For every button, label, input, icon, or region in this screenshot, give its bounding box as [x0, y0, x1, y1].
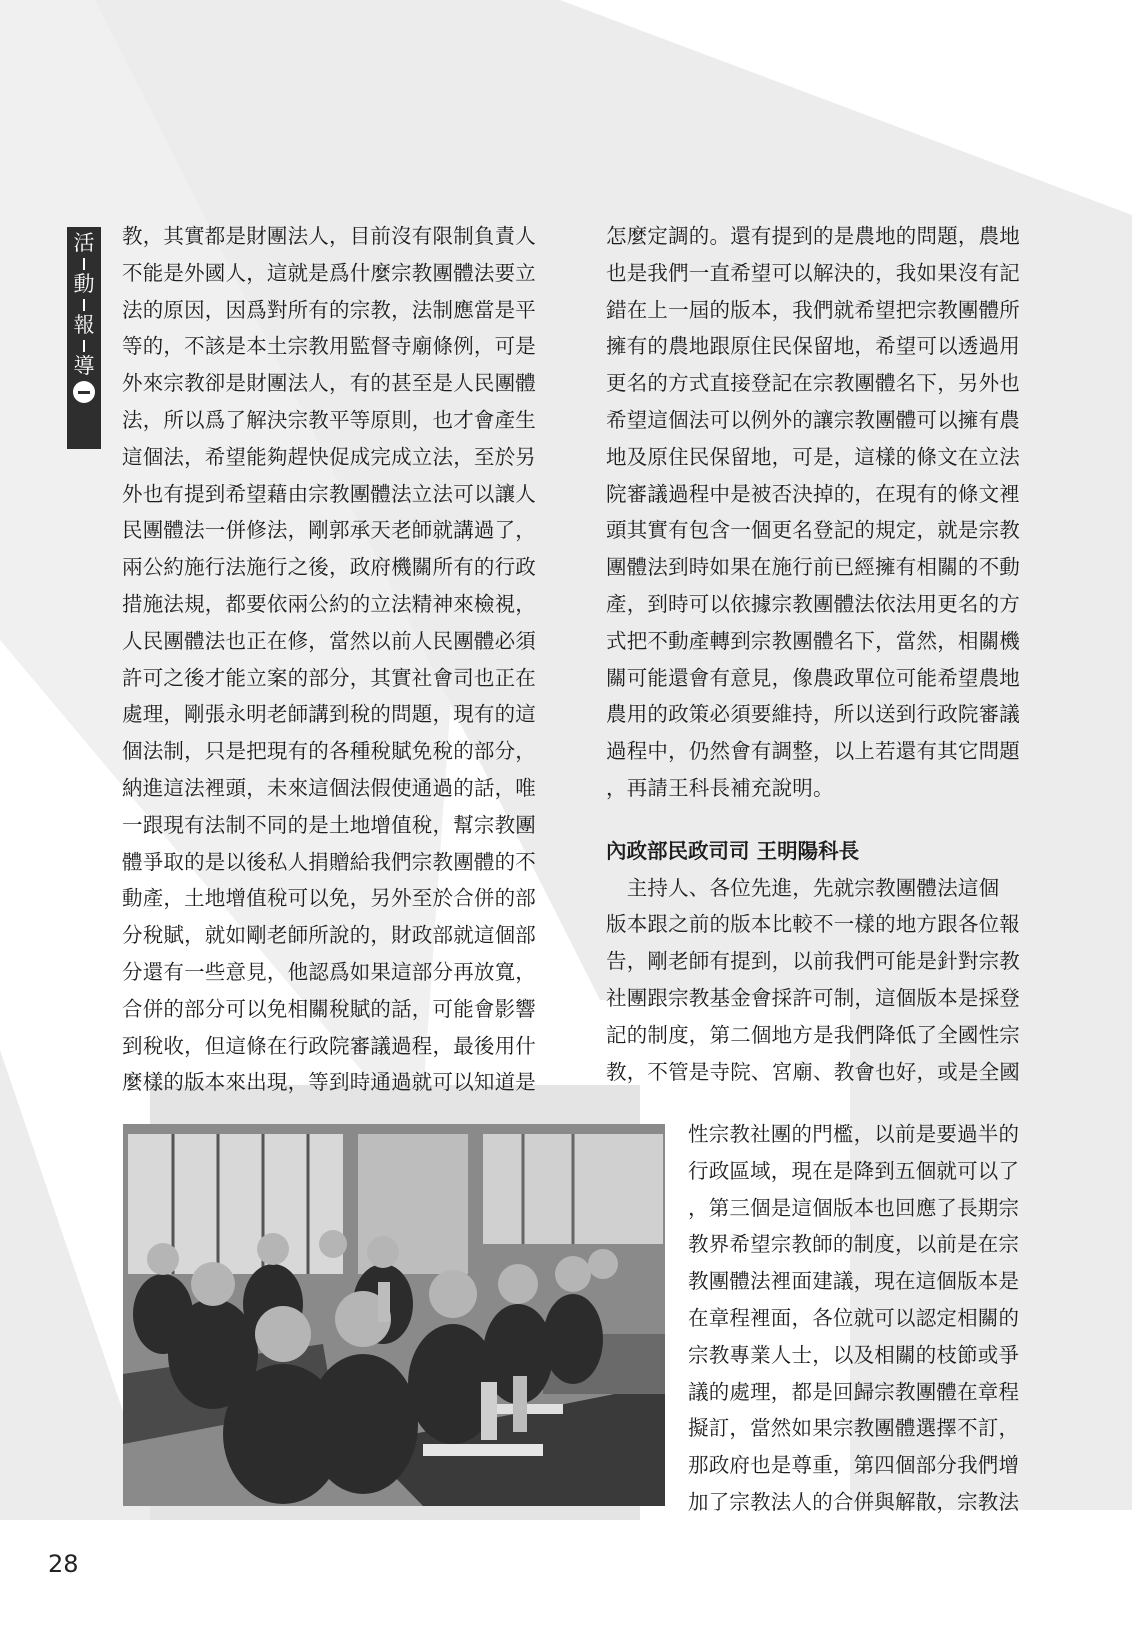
body-text-line: 錯在上一屆的版本，我們就希望把宗教團體所	[606, 297, 1020, 322]
body-text-line: 人民團體法也正在修，當然以前人民團體必須	[122, 628, 536, 653]
body-text-line: 行政區域，現在是降到五個就可以了	[688, 1158, 1020, 1183]
body-text-line: 擬訂，當然如果宗教團體選擇不訂，	[688, 1416, 1020, 1441]
body-text-line: 關可能還會有意見，像農政單位可能希望農地	[606, 665, 1020, 690]
body-text-line: 地及原住民保留地，可是，這樣的條文在立法	[606, 444, 1020, 469]
section-tab	[67, 227, 101, 449]
body-text-line: 教，不管是寺院、宮廟、教會也好，或是全國	[606, 1059, 1020, 1084]
paragraph-gap	[606, 807, 1030, 833]
body-text-line: 外來宗教卻是財團法人，有的甚至是人民團體	[122, 371, 536, 396]
left-text-column	[122, 218, 546, 1101]
body-text-line: 許可之後才能立案的部分，其實社會司也正在	[122, 665, 536, 690]
body-text-line: 處理，剛張永明老師講到稅的問題，現有的這	[122, 702, 536, 727]
body-text-line: 過程中，仍然會有調整，以上若還有其它問題	[606, 739, 1020, 764]
body-text-line: 主持人、各位先進，先就宗教團體法這個	[606, 875, 1000, 900]
body-text-line: 一跟現有法制不同的是土地增值稅，幫宗教團	[122, 812, 536, 837]
section-tab-char: 導	[73, 354, 95, 378]
body-text-line: 院審議過程中是被否決掉的，在現有的條文裡	[606, 481, 1020, 506]
body-text-line: 麼樣的版本來出現，等到時通過就可以知道是	[122, 1070, 536, 1095]
body-text-line: 合併的部分可以免相關稅賦的話，可能會影響	[122, 996, 536, 1021]
body-text-line: 加了宗教法人的合併與解散，宗教法	[688, 1489, 1020, 1514]
wrapped-text-block	[688, 1116, 1028, 1521]
body-text-line: 在章程裡面，各位就可以認定相關的	[688, 1305, 1020, 1330]
body-text-line: 分稅賦，就如剛老師所說的，財政部就這個部	[122, 923, 536, 948]
body-text-line: 民團體法一併修法，剛郭承天老師就講過了，	[122, 518, 536, 543]
body-text-line: 教團體法裡面建議，現在這個版本是	[688, 1269, 1020, 1294]
body-text-line: 不能是外國人，這就是爲什麼宗教團體法要立	[122, 260, 536, 285]
body-text-line: 兩公約施行法施行之後，政府機關所有的行政	[122, 555, 536, 580]
body-text-line: ，第三個是這個版本也回應了長期宗	[688, 1195, 1020, 1220]
speaker-heading: 內政部民政司司 王明陽科長	[606, 838, 860, 863]
body-text-line: 議的處理，都是回歸宗教團體在章程	[688, 1379, 1020, 1404]
body-text-line: 式把不動產轉到宗教團體名下，當然，相關機	[606, 628, 1020, 653]
body-text-line: 性宗教社團的門檻，以前是要過半的	[688, 1122, 1020, 1146]
body-text-line: ，再請王科長補充說明。	[606, 775, 834, 800]
section-tab-char: 動	[73, 272, 95, 296]
speech-text-block	[606, 870, 1030, 1091]
tab-divider	[83, 299, 85, 311]
body-text-line: 更名的方式直接登記在宗教團體名下，另外也	[606, 371, 1020, 396]
body-text-line: 個法制，只是把現有的各種稅賦免稅的部分，	[122, 739, 536, 764]
body-text-line: 宗教專業人士，以及相關的枝節或爭	[688, 1342, 1020, 1367]
section-tab-char: 報	[73, 313, 95, 337]
body-text-line: 等的，不該是本土宗教用監督寺廟條例，可是	[122, 334, 536, 359]
tab-divider	[83, 258, 85, 270]
body-text-line: 擁有的農地跟原住民保留地，希望可以透過用	[606, 334, 1020, 359]
body-text-line: 體爭取的是以後私人捐贈給我們宗教團體的不	[122, 849, 536, 874]
body-text-line: 措施法規，都要依兩公約的立法精神來檢視，	[122, 591, 536, 616]
section-tab-char: 活	[73, 231, 95, 255]
body-text-line: 怎麼定調的。還有提到的是農地的問題，農地	[606, 224, 1020, 248]
body-text-line: 這個法，希望能夠趕快促成完成立法，至於另	[122, 444, 536, 469]
body-text-line: 記的制度，第二個地方是我們降低了全國性宗	[606, 1022, 1020, 1047]
body-text-line: 告，剛老師有提到，以前我們可能是針對宗教	[606, 949, 1020, 974]
circled-one-icon	[73, 381, 95, 403]
body-text-line: 團體法到時如果在施行前已經擁有相關的不動	[606, 555, 1020, 580]
body-text-line: 產，到時可以依據宗教團體法依法用更名的方	[606, 591, 1020, 616]
body-text-line: 納進這法裡頭，未來這個法假使通過的話，唯	[122, 775, 536, 800]
body-text-line: 也是我們一直希望可以解決的，我如果沒有記	[606, 260, 1020, 285]
right-text-column	[606, 218, 1030, 1090]
body-text-line: 頭其實有包含一個更名登記的規定，就是宗教	[606, 518, 1020, 543]
body-text-line: 到稅收，但這條在行政院審議過程，最後用什	[122, 1033, 536, 1058]
body-text-line: 版本跟之前的版本比較不一樣的地方跟各位報	[606, 912, 1020, 937]
body-text-line: 教界希望宗教師的制度，以前是在宗	[688, 1232, 1020, 1257]
body-text-line: 法，所以爲了解決宗教平等原則，也才會產生	[122, 407, 536, 432]
body-text-line: 社團跟宗教基金會採許可制，這個版本是採登	[606, 985, 1020, 1010]
body-text-line: 教，其實都是財團法人，目前沒有限制負責人	[122, 224, 536, 248]
page-number: 28	[48, 1550, 79, 1578]
right-text-block	[606, 218, 1030, 807]
body-text-line: 法的原因，因爲對所有的宗教，法制應當是平	[122, 297, 536, 322]
body-text-line: 分還有一些意見，他認爲如果這部分再放寬，	[122, 959, 536, 984]
body-text-line: 農用的政策必須要維持，所以送到行政院審議	[606, 702, 1020, 727]
tab-divider	[83, 340, 85, 352]
meeting-photo	[123, 1124, 665, 1506]
body-text-line: 希望這個法可以例外的讓宗教團體可以擁有農	[606, 407, 1020, 432]
body-text-line: 那政府也是尊重，第四個部分我們增	[688, 1453, 1020, 1478]
body-text-line: 動產，土地增值稅可以免，另外至於合併的部	[122, 886, 536, 911]
body-text-line: 外也有提到希望藉由宗教團體法立法可以讓人	[122, 481, 536, 506]
